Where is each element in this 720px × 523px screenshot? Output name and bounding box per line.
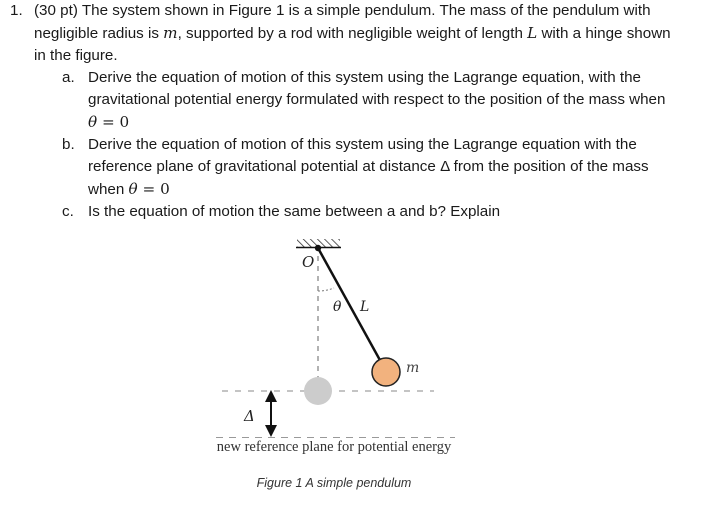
part-a-math: θ = 0	[88, 113, 130, 131]
pendulum-mass	[372, 358, 400, 386]
theta-arc	[318, 288, 334, 291]
problem-number: 1.	[10, 2, 23, 19]
problem-stem: (30 pt) The system shown in Figure 1 is a simple pendulum. The mass of the pendulum with negligible radius is m, supported by a rod with negligible weight of length L with a hinge shown in the figure.	[34, 2, 671, 64]
label-L: L	[360, 299, 370, 315]
part-b: b. Derive the equation of motion of this system using the Lagrange equation with the reference plane of gravitational potential at distance Δ from the position of the mass when θ = 0	[62, 136, 649, 198]
hinge	[315, 245, 321, 251]
label-O: O	[302, 253, 315, 271]
label-theta: θ	[333, 299, 342, 315]
part-c: c. Is the equation of motion the same between a and b? Explain	[88, 201, 710, 223]
part-c-label: c.	[62, 203, 74, 220]
label-delta: Δ	[244, 407, 255, 425]
part-a-label: a.	[62, 69, 75, 86]
delta-arrow-up-head	[265, 390, 277, 402]
part-a: a. Derive the equation of motion of this system using the Lagrange equation, with the gravitational potential energy formulated with respect to the position of the mass when θ = 0	[62, 69, 666, 131]
ghost-mass	[304, 377, 332, 405]
pendulum-rod	[318, 248, 381, 362]
label-m: m	[406, 360, 420, 376]
delta-arrow-down-head	[265, 425, 277, 437]
reference-plane-label: new reference plane for potential energy	[216, 439, 452, 455]
figure-caption: Figure 1 A simple pendulum	[256, 476, 412, 490]
part-b-label: b.	[62, 136, 75, 153]
part-b-math: θ = 0	[128, 180, 170, 198]
